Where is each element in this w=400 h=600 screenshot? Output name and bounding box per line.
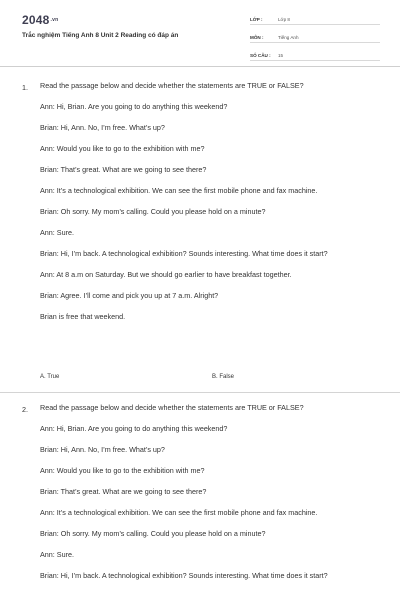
dialogue-line: Brian: Oh sorry. My mom’s calling. Could you please hold on a minute? (40, 207, 266, 216)
question-text (40, 403, 378, 581)
dialogue-line: Ann: Would you like to go to the exhibition with me? (40, 144, 205, 153)
dialogue-line: Ann: Sure. (40, 228, 74, 237)
question-text (40, 81, 378, 322)
logo-number: 2048 (22, 13, 50, 27)
dialogue-line: Brian: Hi, I’m back. A technological exhibition? Sounds interesting. What time does it start? (40, 571, 328, 580)
question-prompt: Read the passage below and decide whether the statements are TRUE or FALSE? (40, 403, 304, 412)
dialogue-line: Brian: Oh sorry. My mom’s calling. Could you please hold on a minute? (40, 529, 266, 538)
dialogue-line: Brian: Hi, Ann. No, I’m free. What’s up? (40, 123, 165, 132)
answer-options (40, 374, 378, 384)
meta-row-subject (250, 28, 380, 43)
question-number: 2. (22, 405, 28, 414)
dialogue-line: Ann: Sure. (40, 550, 74, 559)
logo-tld: .vn (50, 17, 59, 23)
meta-row-count (250, 46, 380, 61)
question-number: 1. (22, 83, 28, 92)
dialogue-line: Brian: Hi, I’m back. A technological exhibition? Sounds interesting. What time does it start? (40, 249, 328, 258)
meta-label: SỐ CÂU : (250, 53, 271, 58)
dialogue-line: Ann: Hi, Brian. Are you going to do anything this weekend? (40, 102, 228, 111)
dialogue-line: Ann: It’s a technological exhibition. We can see the first mobile phone and fax machine. (40, 186, 318, 195)
dialogue-line: Ann: Would you like to go to the exhibition with me? (40, 466, 205, 475)
site-logo[interactable] (22, 13, 58, 27)
document-title: Trắc nghiệm Tiếng Anh 8 Unit 2 Reading có đáp án (22, 32, 179, 39)
meta-info (250, 10, 380, 64)
meta-label: MÔN : (250, 35, 264, 40)
meta-label: LỚP : (250, 17, 263, 22)
meta-value: Tiếng Anh (278, 35, 299, 40)
meta-value: Lớp 8 (278, 17, 290, 22)
page-header (0, 0, 400, 64)
dialogue-line: Ann: At 8 a.m on Saturday. But we should go earlier to have breakfast together. (40, 270, 292, 279)
dialogue-line: Brian: That’s great. What are we going to see there? (40, 165, 207, 174)
option-a[interactable]: A. True (40, 374, 60, 380)
option-b[interactable]: B. False (212, 374, 235, 380)
dialogue-line: Brian: That’s great. What are we going to see there? (40, 487, 207, 496)
dialogue-line: Ann: It’s a technological exhibition. We can see the first mobile phone and fax machine. (40, 508, 318, 517)
meta-row-class (250, 10, 380, 25)
meta-value: 15 (278, 53, 284, 58)
statement: Brian is free that weekend. (40, 312, 126, 321)
header-divider (0, 66, 400, 67)
question-divider (0, 392, 400, 393)
dialogue-line: Brian: Hi, Ann. No, I’m free. What’s up? (40, 445, 165, 454)
question-prompt: Read the passage below and decide whether the statements are TRUE or FALSE? (40, 81, 304, 90)
dialogue-line: Brian: Agree. I’ll come and pick you up at 7 a.m. Alright? (40, 291, 219, 300)
dialogue-line: Ann: Hi, Brian. Are you going to do anything this weekend? (40, 424, 228, 433)
